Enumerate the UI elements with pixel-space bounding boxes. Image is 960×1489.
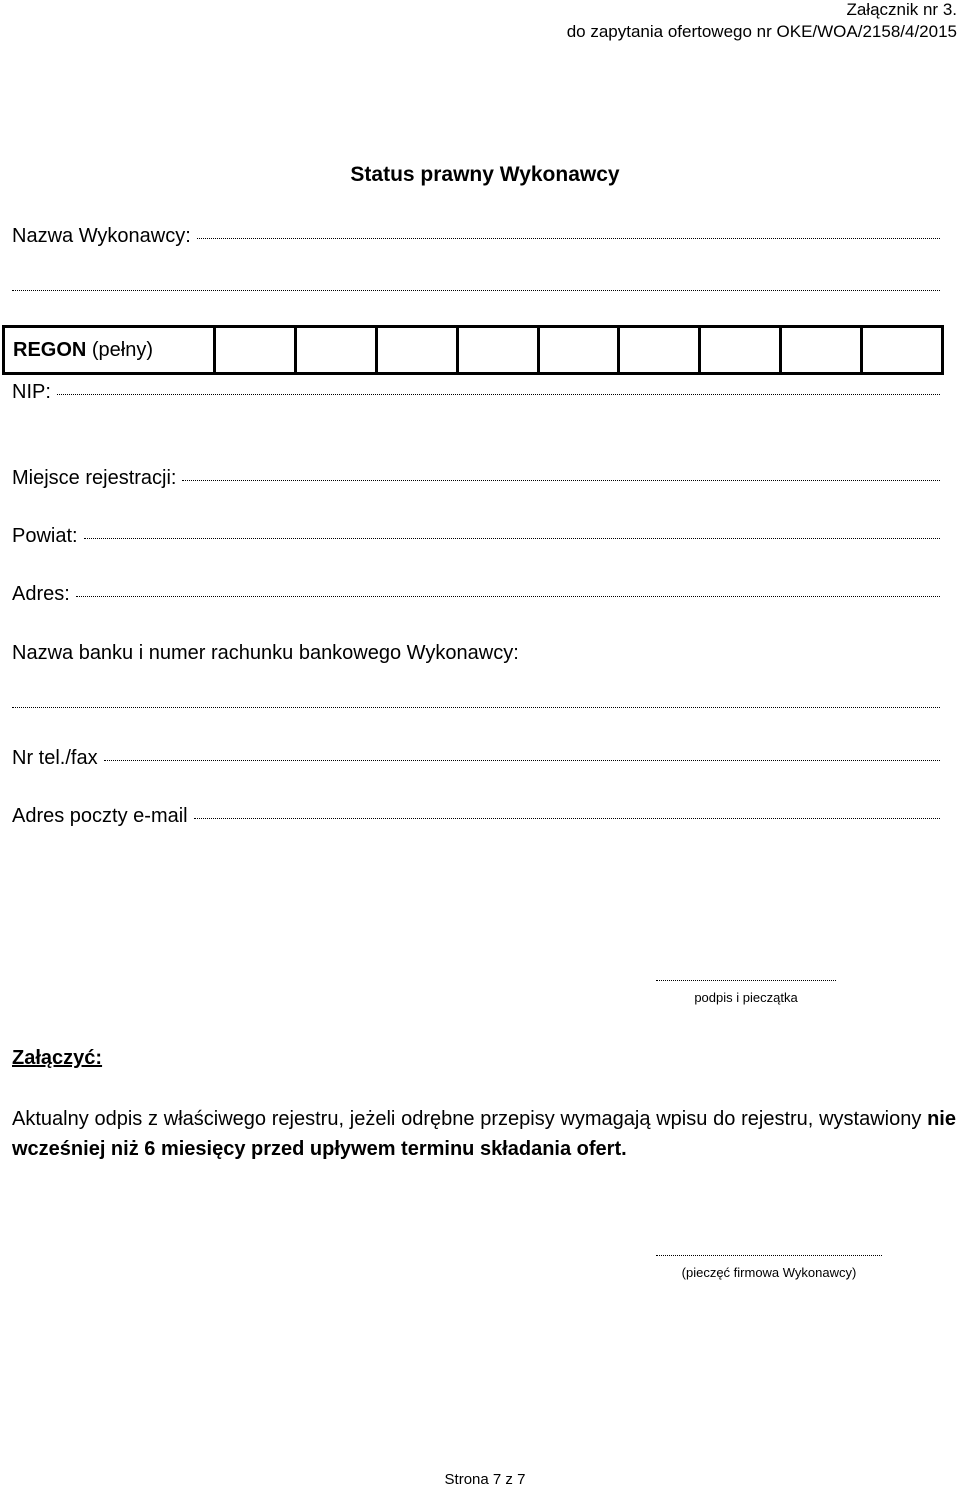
regon-digit-box xyxy=(378,328,459,372)
nip-label: NIP: xyxy=(12,381,51,403)
regon-label-rest: (pełny) xyxy=(86,338,154,361)
contractor-name-label: Nazwa Wykonawcy: xyxy=(12,225,191,247)
bank-account-label: Nazwa banku i numer rachunku bankowego Wykonawcy: xyxy=(12,642,519,664)
stamp-line xyxy=(656,1255,882,1256)
nip-field xyxy=(12,381,940,404)
contractor-name-field xyxy=(12,225,940,248)
bank-account-line xyxy=(12,707,940,708)
fill-line xyxy=(57,393,940,395)
regon-digit-box xyxy=(701,328,782,372)
address-label: Adres: xyxy=(12,583,70,605)
county-label: Powiat: xyxy=(12,525,78,547)
county-field xyxy=(12,525,940,548)
registration-place-field xyxy=(12,467,940,490)
fill-line xyxy=(194,817,940,819)
regon-digit-box xyxy=(459,328,540,372)
signature-caption: podpis i pieczątka xyxy=(694,990,798,1005)
email-label: Adres poczty e-mail xyxy=(12,805,188,827)
stamp-caption: (pieczęć firmowa Wykonawcy) xyxy=(681,1265,857,1280)
regon-label xyxy=(5,328,216,372)
regon-field xyxy=(2,325,944,375)
regon-digit-box xyxy=(297,328,378,372)
attach-text: Aktualny odpis z właściwego rejestru, jeżeli odrębne przepisy wymagają wpisu do rejestru, wystawiony xyxy=(12,1108,928,1130)
signature-line xyxy=(656,980,836,981)
attach-text-bold: nie wcześniej niż 6 miesięcy przed upływem terminu składania ofert. xyxy=(12,1108,956,1160)
regon-digit-box xyxy=(216,328,297,372)
fill-line xyxy=(76,595,940,597)
inquiry-reference: do zapytania ofertowego nr OKE/WOA/2158/4/2015 xyxy=(566,22,957,41)
page-title: Status prawny Wykonawcy xyxy=(350,163,620,186)
regon-digit-box xyxy=(863,328,941,372)
contractor-name-line-2 xyxy=(12,290,940,291)
email-field xyxy=(12,805,940,828)
regon-digit-box xyxy=(620,328,701,372)
fill-line xyxy=(104,759,940,761)
attach-heading: Załączyć: xyxy=(12,1047,103,1069)
signature-block xyxy=(656,980,836,1005)
regon-digit-box xyxy=(782,328,863,372)
fill-line xyxy=(84,537,940,539)
attachment-number: Załącznik nr 3. xyxy=(846,0,957,19)
fill-line xyxy=(182,479,940,481)
bank-account-field xyxy=(12,642,940,665)
fill-line xyxy=(197,237,940,239)
regon-digit-box xyxy=(540,328,621,372)
phone-fax-label: Nr tel./fax xyxy=(12,747,98,769)
page-number: Strona 7 z 7 xyxy=(444,1471,526,1488)
phone-fax-field xyxy=(12,747,940,770)
address-field xyxy=(12,583,940,606)
registration-place-label: Miejsce rejestracji: xyxy=(12,467,177,489)
regon-label-bold: REGON xyxy=(13,338,87,361)
attach-paragraph xyxy=(12,1104,956,1164)
company-stamp-block xyxy=(656,1255,882,1280)
